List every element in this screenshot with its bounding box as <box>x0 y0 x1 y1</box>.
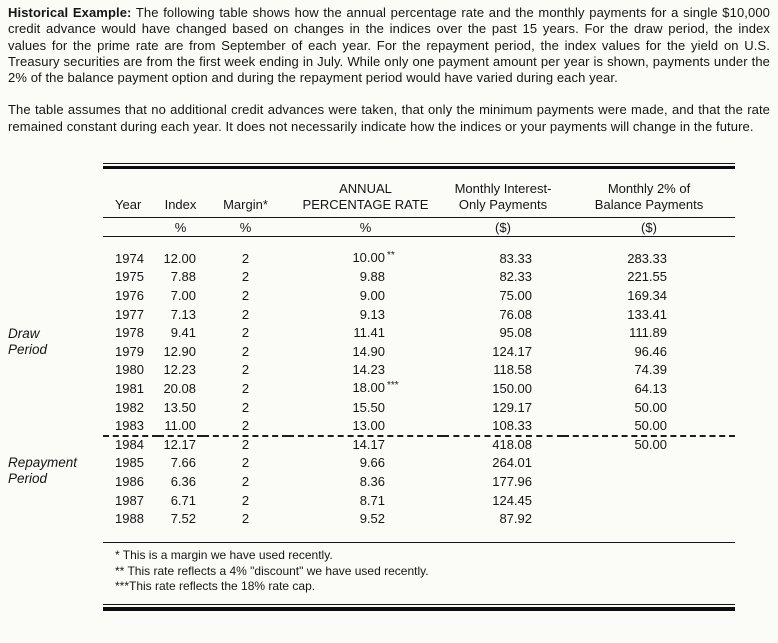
cell-year: 1988 <box>115 511 144 527</box>
cell-index: 7.88 <box>170 269 196 285</box>
cell-bal: 64.13 <box>634 381 667 397</box>
cell-index: 7.13 <box>170 306 196 322</box>
cell-margin: 2 <box>241 250 250 266</box>
cell-index: 9.41 <box>170 325 196 341</box>
apr-value: 10.00 <box>352 249 385 265</box>
cell-bal: 74.39 <box>634 362 667 378</box>
cell-apr <box>288 454 443 473</box>
cell-margin: 2 <box>241 362 250 378</box>
cell-index: 11.00 <box>158 417 203 436</box>
table-row-1975 <box>103 268 735 287</box>
cell-year: 1982 <box>115 399 144 415</box>
cell-index: 7.66 <box>170 455 196 471</box>
header-row <box>103 169 735 218</box>
cell-apr: 18.00 *** <box>352 380 399 396</box>
column-header-2: Margin* <box>203 169 288 218</box>
cell-io: 418.08 <box>492 437 532 453</box>
cell-margin: 2 <box>241 492 250 508</box>
cell-margin: 2 <box>241 455 250 471</box>
cell-index: 12.23 <box>163 362 196 378</box>
table-row-1979 <box>103 343 735 362</box>
cell-bal: 50.00 <box>563 417 735 436</box>
table-row-1976 <box>103 287 735 306</box>
cell-apr <box>288 343 443 362</box>
cell-apr <box>288 436 443 455</box>
apr-value: 18.00 <box>352 380 385 396</box>
cell-margin: 2 <box>241 474 250 489</box>
cell-year: 1984 <box>115 437 144 453</box>
cell-io: 124.17 <box>492 343 532 359</box>
footnote-3: ***This rate reflects the 18% rate cap. <box>115 579 316 594</box>
cell-year: 1974 <box>115 250 144 266</box>
table-row-1974 <box>103 250 735 269</box>
cell-margin: 2 <box>203 417 288 436</box>
draw-label-line2: Period <box>8 342 48 358</box>
cell-index: 6.36 <box>170 474 196 489</box>
footnote-2: ** This rate reflects a 4% "discount" we have used recently. <box>115 563 429 578</box>
cell-bal <box>563 491 735 510</box>
cell-margin: 2 <box>241 511 250 527</box>
intro-heading: Historical Example: <box>8 5 132 20</box>
table-bottom-rule <box>103 604 735 611</box>
cell-year: 1983 <box>103 417 158 436</box>
cell-bal: 50.00 <box>634 437 667 453</box>
apr-value: 9.88 <box>359 269 385 285</box>
table-row-1982 <box>103 398 735 417</box>
column-header-0: Year <box>103 169 158 218</box>
footnote-1: * This is a margin we have used recently. <box>115 548 333 563</box>
intro-paragraph <box>8 5 770 86</box>
cell-io: 87.92 <box>499 511 532 527</box>
cell-apr <box>288 268 443 287</box>
cell-index: 7.52 <box>170 511 196 527</box>
cell-apr <box>288 324 443 343</box>
footnotes <box>103 543 735 602</box>
column-unit-4: ($) <box>443 218 563 237</box>
apr-value: 14.17 <box>352 437 385 453</box>
cell-year: 1987 <box>115 492 144 508</box>
cell-apr <box>288 287 443 306</box>
cell-bal: 221.55 <box>627 269 667 285</box>
column-header-5: Monthly 2% of Balance Payments <box>563 169 735 218</box>
draw-period-label <box>8 326 47 358</box>
table-row-1986 <box>103 473 735 492</box>
apr-value: 8.36 <box>359 474 385 489</box>
cell-year: 1977 <box>115 306 144 322</box>
cell-index: 12.90 <box>163 343 196 359</box>
repayment-label-line1: Repayment <box>8 455 78 471</box>
table-row-1984 <box>103 436 735 455</box>
cell-apr <box>288 491 443 510</box>
apr-value: 9.52 <box>359 511 385 527</box>
apr-value: 8.71 <box>359 492 385 508</box>
table-row-1977 <box>103 305 735 324</box>
draw-label-line1: Draw <box>8 326 40 342</box>
cell-bal: 169.34 <box>627 288 667 304</box>
cell-bal: 283.33 <box>627 250 667 266</box>
table-row-1985 <box>103 454 735 473</box>
table-row-1978 <box>103 324 735 343</box>
cell-apr <box>288 305 443 324</box>
repayment-period-label <box>8 455 77 487</box>
cell-year: 1975 <box>115 269 144 285</box>
apr-value: 9.13 <box>359 306 385 322</box>
cell-bal <box>563 510 735 529</box>
table-row-1988 <box>103 510 735 529</box>
cell-io: 83.33 <box>499 250 532 266</box>
cell-margin: 2 <box>241 343 250 359</box>
cell-io: 95.08 <box>499 325 532 341</box>
cell-year: 1985 <box>115 455 144 471</box>
table-row-1983 <box>103 417 735 436</box>
cell-year: 1979 <box>115 343 144 359</box>
cell-margin: 2 <box>241 399 250 415</box>
rate-history-table <box>103 169 735 528</box>
column-unit-0 <box>103 218 158 237</box>
apr-value: 14.90 <box>352 343 385 359</box>
column-unit-3: % <box>288 218 443 237</box>
cell-year: 1980 <box>115 362 144 378</box>
column-header-1: Index <box>158 169 203 218</box>
cell-io: 129.17 <box>492 399 532 415</box>
cell-io: 150.00 <box>492 381 532 397</box>
cell-io: 82.33 <box>499 269 532 285</box>
cell-index: 13.50 <box>163 399 196 415</box>
cell-apr <box>288 398 443 417</box>
column-unit-2: % <box>203 218 288 237</box>
units-row <box>103 218 735 237</box>
cell-year: 1976 <box>115 288 144 304</box>
column-header-4: Monthly Interest- Only Payments <box>443 169 563 218</box>
cell-io: 76.08 <box>499 306 532 322</box>
cell-index: 6.71 <box>170 492 196 508</box>
cell-bal: 50.00 <box>634 399 667 415</box>
cell-bal <box>563 454 735 473</box>
cell-year: 1978 <box>115 325 144 341</box>
cell-index: 7.00 <box>170 288 196 304</box>
cell-margin: 2 <box>241 437 250 453</box>
historical-table <box>103 163 735 611</box>
assumptions-paragraph: The table assumes that no additional credit advances were taken, that only the minimum payments were made, and that the rate remained constant during each year. It does not necessarily indicate how the indices or your payments will change in the future. <box>8 102 770 134</box>
table-row-1987 <box>103 491 735 510</box>
repayment-label-line2: Period <box>8 471 48 487</box>
intro-body: The following table shows how the annual percentage rate and the monthly payments for a single $10,000 credit advance would have changed based on changes in the indices over the past 15 years. For the draw period, the index values for the prime rate are from September of each year. For the repayment period, the index values for the yield on U.S. Treasury securities are from the first week ending in July. While only one payment amount per year is shown, payments under the 2% of the balance payment option and during the repayment period would have varied during each year. <box>8 5 770 86</box>
cell-margin: 2 <box>241 306 250 322</box>
cell-year: 1981 <box>115 381 144 397</box>
historical-table-section <box>8 163 770 611</box>
cell-io: 75.00 <box>499 288 532 304</box>
column-unit-1: % <box>158 218 203 237</box>
cell-margin: 2 <box>241 325 250 341</box>
apr-value: 9.66 <box>359 455 385 471</box>
apr-value: 9.00 <box>359 288 385 304</box>
column-header-3: ANNUAL PERCENTAGE RATE <box>288 169 443 218</box>
cell-apr <box>288 510 443 529</box>
cell-io: 108.33 <box>443 417 563 436</box>
cell-index: 12.17 <box>163 437 196 453</box>
table-row-1980 <box>103 361 735 380</box>
cell-bal <box>563 473 735 492</box>
cell-io: 177.96 <box>492 474 532 489</box>
cell-io: 118.58 <box>493 362 532 378</box>
cell-io: 264.01 <box>492 455 532 471</box>
apr-value: 13.00 <box>352 417 385 433</box>
apr-value: 14.23 <box>352 362 385 378</box>
cell-index: 20.08 <box>163 381 196 397</box>
table-row-1981 <box>103 380 735 399</box>
cell-apr <box>288 473 443 492</box>
apr-value: 11.41 <box>353 325 385 341</box>
cell-bal: 111.89 <box>629 325 667 341</box>
spacer-row <box>103 237 735 250</box>
cell-margin: 2 <box>241 288 250 304</box>
cell-bal: 96.46 <box>634 343 667 359</box>
cell-apr <box>288 417 443 436</box>
column-unit-5: ($) <box>563 218 735 237</box>
apr-value: 15.50 <box>352 399 385 415</box>
cell-margin: 2 <box>241 269 250 285</box>
table-body <box>103 237 735 529</box>
cell-margin: 2 <box>241 381 250 397</box>
cell-apr <box>288 361 443 380</box>
cell-index: 12.00 <box>163 250 196 266</box>
cell-io: 124.45 <box>492 492 532 508</box>
cell-year: 1986 <box>115 474 144 489</box>
cell-bal: 133.41 <box>627 306 667 322</box>
cell-apr: 10.00 ** <box>352 249 395 265</box>
